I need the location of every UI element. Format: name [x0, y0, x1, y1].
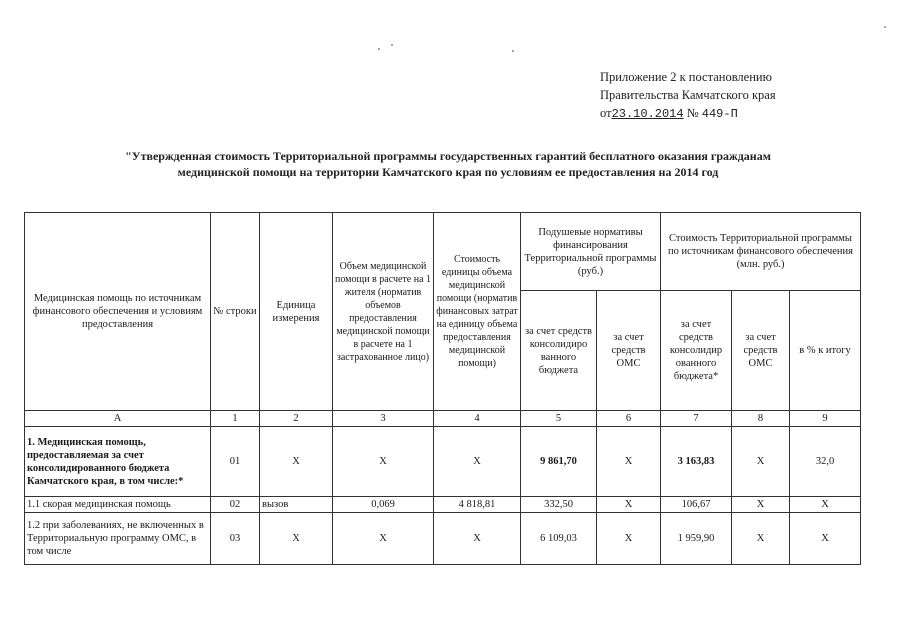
scan-speck [512, 50, 514, 52]
appendix-line-3 [600, 104, 776, 123]
header-unit: Единица измерения [260, 213, 333, 411]
header-total-cost-group: Стоимость Территориальной программы по источникам финансового обеспечения (млн. руб.) [661, 213, 861, 291]
row-total-oms: Х [732, 513, 790, 565]
scan-speck [391, 44, 393, 46]
number-sign: № [686, 106, 699, 120]
row-per-capita-oms: Х [597, 513, 661, 565]
header-total-budget: за счет средств консолидир ованного бюджета* [661, 291, 732, 411]
row-percent: Х [790, 513, 861, 565]
header-volume: Объем медицинской помощи в расчете на 1 жителя (норматив объемов предоставления медицинской помощи в расчете на 1 застрахованное лицо) [333, 213, 434, 411]
header-unit-cost: Стоимость единицы объема медицинской помощи (норматив финансовых затрат на единицу объема предоставления медицинской помощи) [434, 213, 521, 411]
appendix-line-1: Приложение 2 к постановлению [600, 70, 772, 84]
row-unit: вызов [260, 497, 333, 513]
row-unit-cost: 4 818,81 [434, 497, 521, 513]
row-unit-cost: Х [434, 427, 521, 497]
column-number: 2 [260, 411, 333, 427]
row-volume: Х [333, 513, 434, 565]
row-total-budget: 106,67 [661, 497, 732, 513]
column-number: 3 [333, 411, 434, 427]
row-number: 01 [211, 427, 260, 497]
row-per-capita-budget: 9 861,70 [521, 427, 597, 497]
row-unit-cost: Х [434, 513, 521, 565]
table-row [25, 513, 861, 565]
column-number: 4 [434, 411, 521, 427]
column-number: 6 [597, 411, 661, 427]
row-per-capita-oms: Х [597, 427, 661, 497]
row-name: 1. Медицинская помощь, предоставляемая за счет консолидированного бюджета Камчатского края, в том числе:* [25, 427, 211, 497]
row-total-oms: Х [732, 427, 790, 497]
row-name: 1.2 при заболеваниях, не включенных в Территориальную программу ОМС, в том числе [25, 513, 211, 565]
date-prefix: от [600, 106, 612, 120]
header-percent: в % к итогу [790, 291, 861, 411]
scan-speck [378, 48, 380, 50]
row-total-oms: Х [732, 497, 790, 513]
column-number: 9 [790, 411, 861, 427]
title-line-1: "Утвержденная стоимость Территориальной программы государственных гарантий бесплатного оказания гражданам [125, 149, 771, 163]
row-per-capita-budget: 6 109,03 [521, 513, 597, 565]
row-number: 03 [211, 513, 260, 565]
column-number: 7 [661, 411, 732, 427]
column-number: 1 [211, 411, 260, 427]
header-per-capita-budget: за счет средств консолидиро ванного бюджета [521, 291, 597, 411]
title-line-2: медицинской помощи на территории Камчатского края по условиям ее предоставления на 2014 год [177, 165, 719, 179]
row-per-capita-budget: 332,50 [521, 497, 597, 513]
row-volume: 0,069 [333, 497, 434, 513]
row-volume: Х [333, 427, 434, 497]
appendix-line-2: Правительства Камчатского края [600, 88, 776, 102]
column-number: А [25, 411, 211, 427]
row-total-budget: 1 959,90 [661, 513, 732, 565]
row-total-budget: 3 163,83 [661, 427, 732, 497]
header-per-capita-group: Подушевые нормативы финансирования Территориальной программы (руб.) [521, 213, 661, 291]
header-per-capita-oms: за счет средств ОМС [597, 291, 661, 411]
column-number: 8 [732, 411, 790, 427]
decree-number: 449-П [701, 107, 738, 121]
column-number: 5 [521, 411, 597, 427]
cost-table [24, 212, 861, 565]
scan-speck [884, 26, 886, 28]
table-row [25, 427, 861, 497]
table-row [25, 497, 861, 513]
appendix-header [600, 68, 776, 123]
decree-date: 23.10.2014 [611, 107, 684, 121]
row-percent: Х [790, 497, 861, 513]
row-percent: 32,0 [790, 427, 861, 497]
row-name: 1.1 скорая медицинская помощь [25, 497, 211, 513]
document-title [28, 148, 868, 180]
header-care-type: Медицинская помощь по источникам финансового обеспечения и условиям предоставления [25, 213, 211, 411]
header-row-number: № строки [211, 213, 260, 411]
row-per-capita-oms: Х [597, 497, 661, 513]
header-total-oms: за счет средств ОМС [732, 291, 790, 411]
row-unit: Х [260, 427, 333, 497]
row-number: 02 [211, 497, 260, 513]
row-unit: Х [260, 513, 333, 565]
